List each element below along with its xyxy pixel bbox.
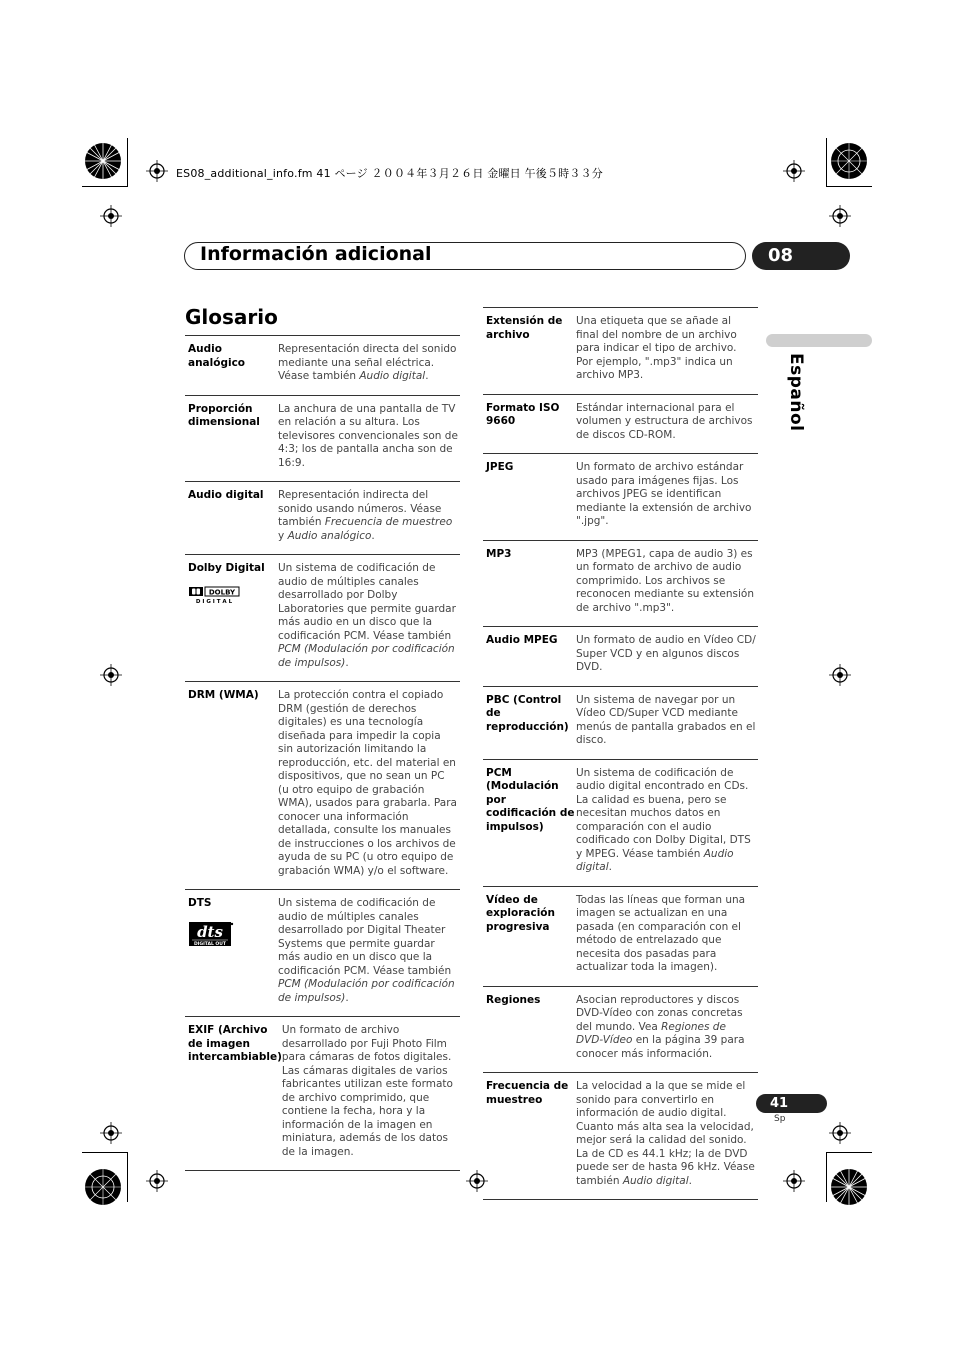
page-language-code: Sp <box>774 1114 786 1124</box>
definition-text: en la página 39 para conocer más información. <box>576 1034 745 1060</box>
definition-text: . <box>345 991 349 1004</box>
definition-reference: Audio analógico <box>287 529 372 542</box>
language-tab-label: Español <box>786 353 806 432</box>
definition-text: Representación directa del sonido mediante una señal eléctrica. Véase también <box>278 343 457 382</box>
registration-wheel-icon <box>829 141 869 181</box>
registration-mark-icon <box>100 664 122 686</box>
glossary-entry <box>185 396 460 483</box>
definition-text: Un sistema de codificación de audio de múltiples canales desarrollado por Dolby Laboratories que permite guardar más audio en un disco que la codificación PCM. Véase también <box>278 562 456 642</box>
glossary-term-cell <box>185 489 278 543</box>
registration-mark-icon <box>100 1122 122 1144</box>
glossary-definition <box>576 994 758 1062</box>
registration-mark-icon <box>829 205 851 227</box>
glossary-definition <box>278 489 460 543</box>
definition-text: . <box>688 1174 692 1187</box>
dts-logo-text: dts <box>197 922 223 941</box>
glossary-entry <box>483 760 758 887</box>
definition-text: La protección contra el copiado DRM (gestión de derechos digitales) es una tecnología diseñada para impedir la copia sin autorización limitando la reproducción, etc. del material en dispositivos, que no sean un PC (u otro equipo de grabación WMA), usados para grabarla. Para conocer una información detallada, consulte los manuales de instrucciones o los archivos de ayuda de su PC (u otro equipo de grabación WMA) y/o el software. <box>278 689 457 877</box>
glossary-entry <box>483 308 758 395</box>
glossary-right-column <box>483 307 758 1200</box>
definition-text: Asocian reproductores y discos DVD-Vídeo con zonas concretas del mundo. Vea <box>576 993 743 1033</box>
glossary-term: MP3 <box>486 547 512 560</box>
glossary-definition <box>576 548 758 616</box>
definition-text: Un sistema de navegar por un Vídeo CD/Super VCD mediante menús de pantalla grabados en el disco. <box>576 693 756 746</box>
definition-text: Un formato de archivo estándar usado para imágenes fijas. Los archivos JPEG se identifican mediante la extensión de archivo ".jpg". <box>576 461 752 527</box>
definition-text: Un formato de archivo desarrollado por Fuji Photo Film para cámaras de fotos digitales. Las cámaras digitales de varios fabricantes utilizan este formato de archivo comprimido, que contiene la fecha, hora y la información de la imagen en miniatura, además de los datos de la imagen. <box>281 1024 453 1158</box>
definition-reference: Regiones de DVD-Vídeo <box>576 1020 726 1046</box>
definition-text: Todas las líneas que forman una imagen se actualizan en una pasada (en comparación con el método de entrelazado que necesita dos pasadas para actualizar toda la imagen). <box>576 893 746 973</box>
glossary-term: Audio MPEG <box>486 634 558 646</box>
glossary-definition <box>278 343 460 384</box>
dolby-digital-logo <box>188 586 278 609</box>
dts-digital-out-logo <box>188 921 278 952</box>
glossary-term: JPEG <box>486 461 514 473</box>
glossary-definition <box>576 694 758 748</box>
definition-text: . <box>425 370 429 382</box>
glossary-entry <box>483 1073 758 1200</box>
page-number: 41 <box>756 1094 827 1113</box>
glossary-term-cell <box>185 689 278 878</box>
registration-wheel-icon <box>83 1167 123 1207</box>
registration-mark-icon <box>829 1122 851 1144</box>
registration-mark-icon <box>783 1170 805 1192</box>
glossary-term-cell <box>483 402 576 443</box>
glossary-entry <box>483 627 758 687</box>
glossary-entry <box>185 482 460 555</box>
definition-text: Un sistema de codificación de audio digital encontrado en CDs. La calidad es buena, pero se necesitan muchos datos en comparación con el audio codificado con Dolby Digital, DTS y MPEG. Véase también <box>576 766 751 860</box>
glossary-left-column <box>185 335 460 1171</box>
glossary-term-cell <box>483 1080 576 1188</box>
glossary-term: Vídeo de exploración progresiva <box>486 893 555 933</box>
glossary-term: Frecuencia de muestreo <box>486 1080 569 1106</box>
glossary-term-cell <box>483 694 576 748</box>
registration-mark-icon <box>146 160 168 182</box>
registration-wheel-icon <box>829 1167 869 1207</box>
glossary-entry <box>483 987 758 1074</box>
glossary-term: Proporción dimensional <box>188 402 260 428</box>
definition-text: Un formato de audio en Vídeo CD/ Super VCD y en algunos discos DVD. <box>576 634 756 673</box>
glossary-term: DRM (WMA) <box>188 689 259 701</box>
definition-text: Una etiqueta que se añade al final del nombre de un archivo para indicar el tipo de archivo. Por ejemplo, ".mp3" indica un archivo MP3. <box>576 315 737 381</box>
glossary-entry <box>185 555 460 682</box>
glossary-definition <box>278 897 460 1005</box>
glossary-term: Audio analógico <box>188 343 246 369</box>
glossary-definition <box>576 315 758 383</box>
glossary-definition <box>282 1024 460 1159</box>
glossary-entry <box>483 395 758 455</box>
glossary-definition <box>576 894 758 975</box>
definition-text: Estándar internacional para el volumen y estructura de archivos de discos CD-ROM. <box>576 401 753 441</box>
definition-text: . <box>345 656 349 669</box>
dolby-logo-subtext: D I G I T A L <box>195 598 233 604</box>
glossary-term-cell <box>483 767 576 875</box>
registration-mark-icon <box>829 664 851 686</box>
glossary-term: Dolby Digital <box>188 562 265 574</box>
glossary-definition <box>576 1080 758 1188</box>
glossary-title: Glosario <box>185 305 278 329</box>
glossary-definition <box>576 634 758 675</box>
dolby-logo-text: DOLBY <box>208 588 236 596</box>
glossary-definition <box>278 403 460 471</box>
definition-text: y <box>278 529 288 542</box>
definition-text: La velocidad a la que se mide el sonido para convertirlo en información de audio digital. Cuanto más alta sea la velocidad, mejor será la calidad del sonido. La de CD es 44.1 kHz; la de DVD puede ser de hasta 96 kHz. Véase también <box>576 1080 755 1187</box>
chapter-number-badge: 08 <box>752 242 850 270</box>
dts-logo-subtext: DIGITAL OUT <box>194 941 226 947</box>
glossary-definition <box>278 562 460 670</box>
glossary-entry <box>185 1017 460 1171</box>
glossary-term-cell <box>483 315 576 383</box>
glossary-definition <box>278 689 460 878</box>
glossary-term: Regiones <box>486 993 541 1006</box>
registration-mark-icon <box>146 1170 168 1192</box>
definition-text: . <box>608 861 612 873</box>
glossary-term: Formato ISO 9660 <box>486 401 560 427</box>
registration-mark-icon <box>100 205 122 227</box>
definition-reference: PCM (Modulación por codificación de impulsos) <box>278 978 455 1004</box>
definition-text: Representación indirecta del sonido usando números. Véase también <box>278 489 442 528</box>
definition-text: Un sistema de codificación de audio de múltiples canales desarrollado por Digital Theater Systems que permite guardar más audio en un disco que la codificación PCM. Véase también <box>278 897 452 977</box>
glossary-term: Audio digital <box>188 489 264 501</box>
definition-reference: Audio digital <box>576 847 734 873</box>
glossary-term-cell <box>185 343 278 384</box>
definition-reference: PCM (Modulación por codificación de impulsos) <box>278 643 455 669</box>
glossary-definition <box>576 767 758 875</box>
glossary-term-cell <box>483 634 576 675</box>
glossary-term: PCM (Modulación por codificación de impulsos) <box>486 766 575 833</box>
definition-text: . <box>371 529 375 542</box>
glossary-entry <box>185 890 460 1017</box>
registration-mark-icon <box>783 160 805 182</box>
language-tab-bar <box>766 334 872 347</box>
glossary-term: PBC (Control de reproducción) <box>486 693 569 733</box>
definition-reference: Frecuencia de muestreo <box>324 516 453 528</box>
glossary-entry <box>483 454 758 541</box>
glossary-definition <box>576 402 758 443</box>
glossary-term-cell <box>483 461 576 529</box>
definition-reference: Audio digital <box>359 370 426 382</box>
glossary-entry <box>185 682 460 890</box>
definition-text: La anchura de una pantalla de TV en relación a su altura. Los televisores convencionales son de 4:3; los de pantalla ancha son de 16:9. <box>278 402 458 469</box>
glossary-term: DTS <box>188 897 212 909</box>
glossary-entry <box>185 336 460 396</box>
registration-wheel-icon <box>83 141 123 181</box>
glossary-entry <box>483 541 758 628</box>
glossary-term-cell <box>185 562 278 670</box>
glossary-entry <box>483 687 758 760</box>
glossary-term-cell <box>185 403 278 471</box>
glossary-term-cell <box>483 894 576 975</box>
glossary-term-cell <box>185 897 278 1005</box>
glossary-definition <box>576 461 758 529</box>
glossary-entry <box>483 887 758 987</box>
glossary-term: Extensión de archivo <box>486 315 563 341</box>
definition-reference: Audio digital <box>622 1174 689 1187</box>
section-header-title: Información adicional <box>200 243 432 265</box>
glossary-term: EXIF (Archivo de imagen intercambiable) <box>188 1024 282 1063</box>
file-header: ES08_additional_info.fm 41 ページ ２００４年３月２６日 金曜日 午後５時３３分 <box>176 167 603 180</box>
glossary-term-cell <box>185 1024 282 1159</box>
definition-text: MP3 (MPEG1, capa de audio 3) es un formato de archivo de audio comprimido. Los archivos se reconocen mediante su extensión de archivo ".mp3". <box>576 547 754 614</box>
glossary-term-cell <box>483 994 576 1062</box>
glossary-term-cell <box>483 548 576 616</box>
